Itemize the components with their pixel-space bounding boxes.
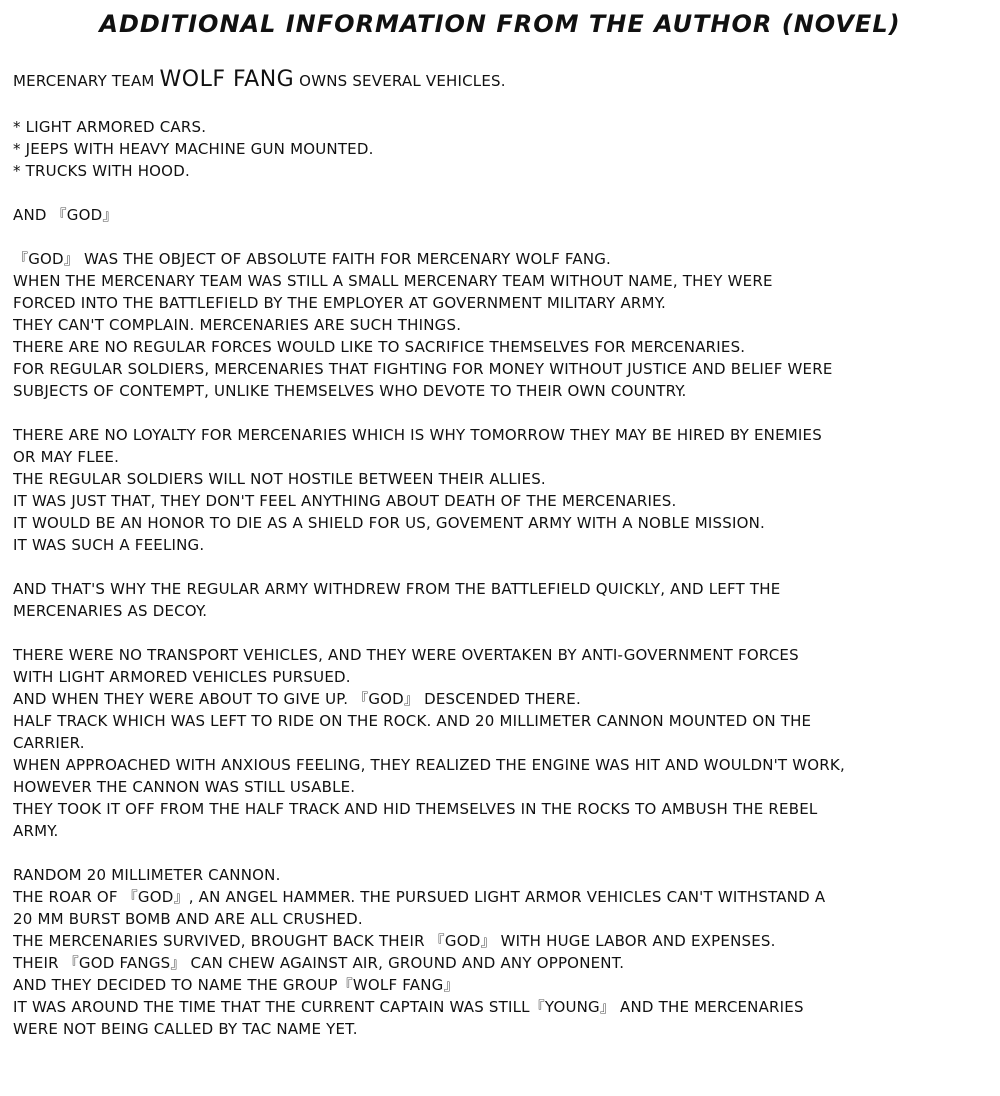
text-line: MERCENARIES AS DECOY. (13, 602, 208, 620)
text-line: 20 MM BURST BOMB AND ARE ALL CRUSHED. (13, 910, 363, 928)
text-line: OR MAY FLEE. (13, 448, 120, 466)
text-line: THERE WERE NO TRANSPORT VEHICLES, AND THEY WERE OVERTAKEN BY ANTI-GOVERNMENT FORCES (13, 646, 799, 664)
text-line: HOWEVER THE CANNON WAS STILL USABLE. (13, 778, 356, 796)
paragraph (13, 644, 995, 842)
paragraph (13, 578, 995, 622)
text-line: THERE ARE NO REGULAR FORCES WOULD LIKE TO SACRIFICE THEMSELVES FOR MERCENARIES. (13, 338, 746, 356)
text-line: HALF TRACK WHICH WAS LEFT TO RIDE ON THE ROCK. AND 20 MILLIMETER CANNON MOUNTED ON THE (13, 712, 812, 730)
text-line: THEY CAN'T COMPLAIN. MERCENARIES ARE SUCH THINGS. (13, 316, 462, 334)
text-line: THE ROAR OF 『GOD』, AN ANGEL HAMMER. THE PURSUED LIGHT ARMOR VEHICLES CAN'T WITHSTAND A (13, 888, 826, 906)
vehicle-item: * JEEPS WITH HEAVY MACHINE GUN MOUNTED. (13, 140, 374, 158)
text-line: ARMY. (13, 822, 59, 840)
spacer (13, 94, 995, 116)
text-line: WHEN THE MERCENARY TEAM WAS STILL A SMALL MERCENARY TEAM WITHOUT NAME, THEY WERE (13, 272, 773, 290)
and-god-line: AND 『GOD』 (13, 206, 118, 224)
text-line: WITH LIGHT ARMORED VEHICLES PURSUED. (13, 668, 351, 686)
vehicle-item: * LIGHT ARMORED CARS. (13, 118, 207, 136)
text-line: IT WAS AROUND THE TIME THAT THE CURRENT CAPTAIN WAS STILL『YOUNG』 AND THE MERCENARIES (13, 998, 804, 1016)
text-line: IT WOULD BE AN HONOR TO DIE AS A SHIELD FOR US, GOVEMENT ARMY WITH A NOBLE MISSION. (13, 514, 765, 532)
text-line: THE REGULAR SOLDIERS WILL NOT HOSTILE BETWEEN THEIR ALLIES. (13, 470, 546, 488)
spacer (13, 842, 995, 864)
page-title: ADDITIONAL INFORMATION FROM THE AUTHOR (NOVEL) (99, 10, 901, 38)
text-line: AND WHEN THEY WERE ABOUT TO GIVE UP. 『GOD』 DESCENDED THERE. (13, 690, 581, 708)
text-line: THERE ARE NO LOYALTY FOR MERCENARIES WHICH IS WHY TOMORROW THEY MAY BE HIRED BY ENEMIES (13, 426, 822, 444)
text-line: WERE NOT BEING CALLED BY TAC NAME YET. (13, 1020, 358, 1038)
paragraph (13, 248, 995, 402)
text-line: AND THEY DECIDED TO NAME THE GROUP『WOLF FANG』 (13, 976, 459, 994)
text-line: IT WAS SUCH A FEELING. (13, 536, 205, 554)
paragraph (13, 424, 995, 556)
paragraph (13, 864, 995, 1040)
text-line: SUBJECTS OF CONTEMPT, UNLIKE THEMSELVES WHO DEVOTE TO THEIR OWN COUNTRY. (13, 382, 687, 400)
text-line: THEIR 『GOD FANGS』 CAN CHEW AGAINST AIR, GROUND AND ANY OPPONENT. (13, 954, 625, 972)
intro-after: OWNS SEVERAL VEHICLES. (294, 72, 506, 90)
text-line: IT WAS JUST THAT, THEY DON'T FEEL ANYTHING ABOUT DEATH OF THE MERCENARIES. (13, 492, 677, 510)
team-name: WOLF FANG (159, 67, 295, 92)
spacer (13, 622, 995, 644)
text-line: THE MERCENARIES SURVIVED, BROUGHT BACK THEIR 『GOD』 WITH HUGE LABOR AND EXPENSES. (13, 932, 776, 950)
text-line: FORCED INTO THE BATTLEFIELD BY THE EMPLOYER AT GOVERNMENT MILITARY ARMY. (13, 294, 666, 312)
author-note-body (13, 66, 995, 1040)
intro-line (13, 66, 995, 94)
text-line: RANDOM 20 MILLIMETER CANNON. (13, 866, 281, 884)
text-line: 『GOD』 WAS THE OBJECT OF ABSOLUTE FAITH FOR MERCENARY WOLF FANG. (13, 250, 612, 268)
vehicle-list (13, 116, 995, 182)
text-line: THEY TOOK IT OFF FROM THE HALF TRACK AND HID THEMSELVES IN THE ROCKS TO AMBUSH THE REBEL (13, 800, 818, 818)
vehicle-item: * TRUCKS WITH HOOD. (13, 162, 190, 180)
text-line: AND THAT'S WHY THE REGULAR ARMY WITHDREW FROM THE BATTLEFIELD QUICKLY, AND LEFT THE (13, 580, 781, 598)
intro-before: MERCENARY TEAM (13, 72, 160, 90)
text-line: WHEN APPROACHED WITH ANXIOUS FEELING, THEY REALIZED THE ENGINE WAS HIT AND WOULDN'T WORK, (13, 756, 845, 774)
text-line: CARRIER. (13, 734, 85, 752)
spacer (13, 556, 995, 578)
spacer (13, 226, 995, 248)
spacer (13, 402, 995, 424)
spacer (13, 182, 995, 204)
text-line: FOR REGULAR SOLDIERS, MERCENARIES THAT FIGHTING FOR MONEY WITHOUT JUSTICE AND BELIEF WERE (13, 360, 833, 378)
